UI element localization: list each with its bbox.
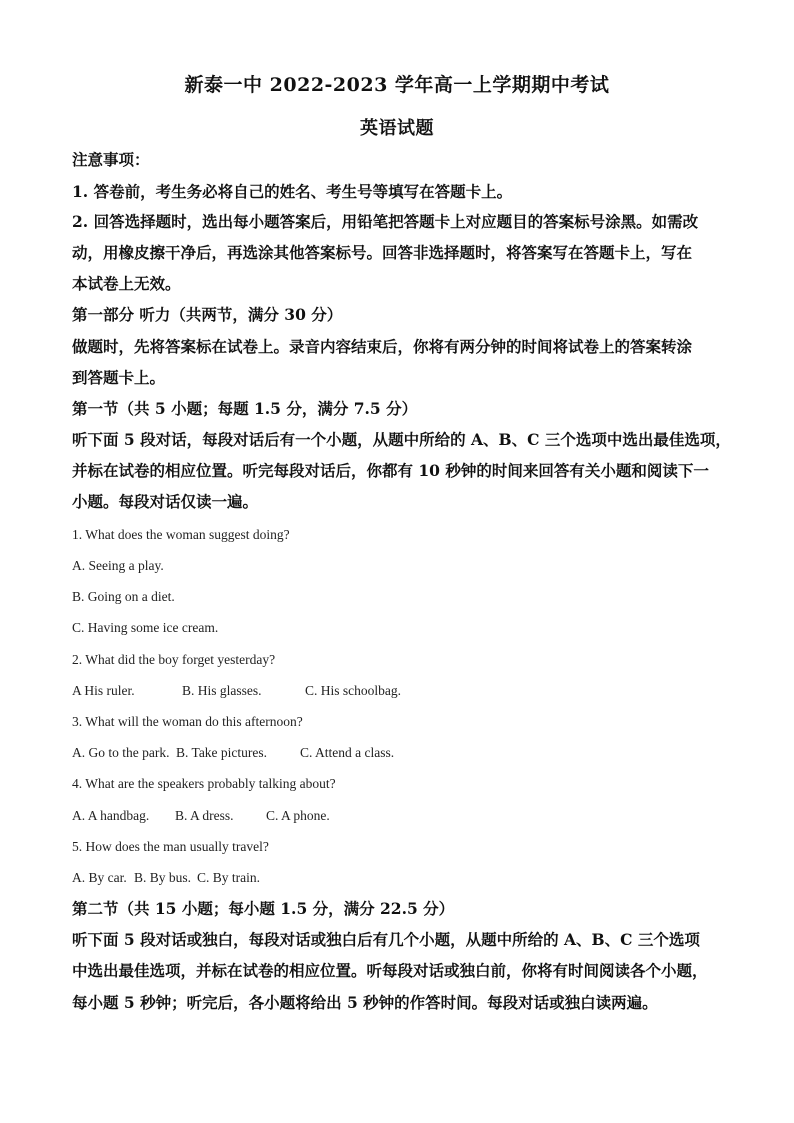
question-3-option-c: C. Attend a class. — [300, 745, 395, 760]
question-3-stem: 3. What will the woman do this afternoon? — [72, 714, 303, 729]
section2-instruction-line-2: 中选出最佳选项，并标在试卷的相应位置。听每段对话或独白前，你将有时间阅读各个小题， — [72, 961, 708, 980]
part1-heading: 第一部分 听力（共两节，满分 30 分） — [72, 305, 343, 324]
section1-instruction-line-3: 小题。每段对话仅读一遍。 — [72, 492, 259, 511]
question-5-stem: 5. How does the man usually travel? — [72, 839, 269, 854]
question-5-option-c: C. By train. — [197, 870, 260, 885]
notice-item-2-line-2: 动，用橡皮擦干净后，再选涂其他答案标号。回答非选择题时，将答案写在答题卡上，写在 — [72, 243, 693, 262]
question-2-option-a: A His ruler. — [72, 683, 135, 698]
part1-instruction-line-2: 到答题卡上。 — [72, 368, 166, 387]
question-3-option-b: B. Take pictures. — [176, 745, 268, 760]
question-4-option-b: B. A dress. — [175, 808, 234, 823]
question-5-option-a: A. By car. — [72, 870, 127, 885]
section2-instruction-line-1: 听下面 5 段对话或独白，每段对话或独白后有几个小题，从题中所给的 A、B、C 三个选项 — [72, 930, 700, 949]
question-1-option-c: C. Having some ice cream. — [72, 620, 219, 635]
notice-heading: 注意事项： — [72, 150, 150, 169]
question-1-option-b: B. Going on a diet. — [72, 589, 175, 604]
exam-title: 新泰一中 2022-2023 学年高一上学期期中考试 — [184, 74, 610, 96]
section1-instruction-line-1: 听下面 5 段对话，每段对话后有一个小题，从题中所给的 A、B、C 三个选项中选出最佳选项， — [72, 430, 731, 449]
section1-instruction-line-2: 并标在试卷的相应位置。听完每段对话后，你都有 10 秒钟的时间来回答有关小题和阅读下一 — [72, 461, 709, 480]
section1-heading: 第一节（共 5 小题；每题 1.5 分，满分 7.5 分） — [72, 399, 418, 418]
question-2-option-b: B. His glasses. — [182, 683, 262, 698]
question-4-option-c: C. A phone. — [266, 808, 330, 823]
question-5-option-b: B. By bus. — [134, 870, 192, 885]
exam-subtitle: 英语试题 — [360, 118, 434, 139]
question-1-stem: 1. What does the woman suggest doing? — [72, 527, 290, 542]
question-1-option-a: A. Seeing a play. — [72, 558, 164, 573]
section2-heading: 第二节（共 15 小题；每小题 1.5 分，满分 22.5 分） — [72, 899, 455, 918]
section2-instruction-line-3: 每小题 5 秒钟；听完后，各小题将给出 5 秒钟的作答时间。每段对话或独白读两遍。 — [72, 993, 658, 1012]
question-2-stem: 2. What did the boy forget yesterday? — [72, 652, 276, 667]
notice-item-1: 1. 答卷前，考生务必将自己的姓名、考生号等填写在答题卡上。 — [72, 182, 513, 201]
question-2-option-c: C. His schoolbag. — [305, 683, 401, 698]
question-4-stem: 4. What are the speakers probably talking about? — [72, 776, 336, 791]
notice-item-2-line-3: 本试卷上无效。 — [72, 274, 181, 293]
question-3-option-a: A. Go to the park. — [72, 745, 170, 760]
notice-item-2-line-1: 2. 回答选择题时，选出每小题答案后，用铅笔把答题卡上对应题目的答案标号涂黑。如需改 — [72, 212, 699, 231]
part1-instruction-line-1: 做题时，先将答案标在试卷上。录音内容结束后，你将有两分钟的时间将试卷上的答案转涂 — [72, 337, 693, 356]
question-4-option-a: A. A handbag. — [72, 808, 150, 823]
